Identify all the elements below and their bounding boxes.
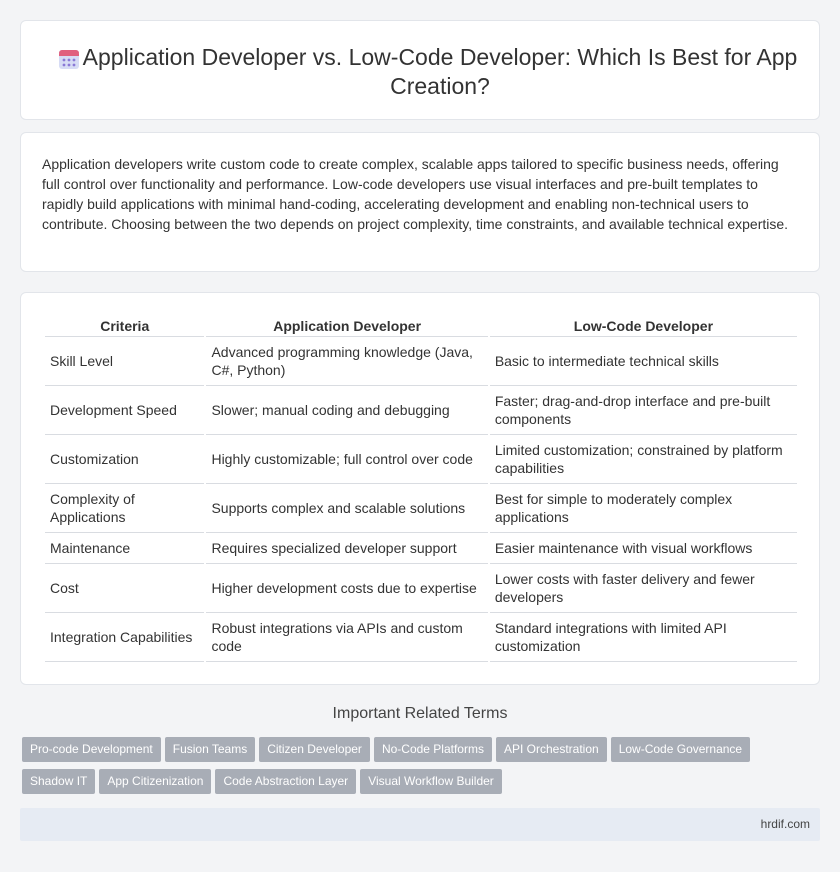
header-criteria: Criteria <box>45 311 204 337</box>
criteria-cell: Skill Level <box>45 337 204 386</box>
low-code-developer-cell: Faster; drag-and-drop interface and pre-built components <box>490 386 797 435</box>
comparison-card <box>20 292 820 685</box>
intro-paragraph: Application developers write custom code to create complex, scalable apps tailored to specific business needs, offering full control over functionality and performance. Low-code developers use visual interfaces and pre-built templates to rapidly build applications with minimal hand-coding, accelerating development and enabling non-technical users to contribute. Choosing between the two depends on project complexity, time constraints, and available technical expertise. <box>42 156 789 232</box>
title-card <box>20 20 820 120</box>
low-code-developer-cell: Lower costs with faster delivery and fewer developers <box>490 564 797 613</box>
application-developer-cell: Slower; manual coding and debugging <box>206 386 487 435</box>
low-code-developer-cell: Best for simple to moderately complex applications <box>490 484 797 533</box>
table-row <box>45 386 797 435</box>
tag-fusion-teams[interactable]: Fusion Teams <box>165 737 255 762</box>
application-developer-cell: Higher development costs due to expertise <box>206 564 487 613</box>
footer <box>20 808 820 841</box>
footer-site: hrdif.com <box>760 817 810 831</box>
application-developer-cell: Supports complex and scalable solutions <box>206 484 487 533</box>
tag-pro-code-development[interactable]: Pro-code Development <box>22 737 161 762</box>
low-code-developer-cell: Limited customization; constrained by platform capabilities <box>490 435 797 484</box>
tag-citizen-developer[interactable]: Citizen Developer <box>259 737 370 762</box>
application-developer-cell: Robust integrations via APIs and custom code <box>206 613 487 662</box>
application-developer-cell: Highly customizable; full control over code <box>206 435 487 484</box>
low-code-developer-cell: Standard integrations with limited API customization <box>490 613 797 662</box>
table-row <box>45 613 797 662</box>
low-code-developer-cell: Basic to intermediate technical skills <box>490 337 797 386</box>
table-row <box>45 337 797 386</box>
application-developer-cell: Advanced programming knowledge (Java, C#, Python) <box>206 337 487 386</box>
tag-visual-workflow-builder[interactable]: Visual Workflow Builder <box>360 769 502 794</box>
table-header-row <box>45 311 797 337</box>
table-row <box>45 533 797 564</box>
table-row <box>45 435 797 484</box>
header-application-developer: Application Developer <box>206 311 487 337</box>
criteria-cell: Development Speed <box>45 386 204 435</box>
related-terms-title: Important Related Terms <box>332 705 508 722</box>
comparison-table <box>43 311 799 662</box>
table-row <box>45 484 797 533</box>
intro-card <box>20 132 820 272</box>
table-row <box>45 564 797 613</box>
tag-low-code-governance[interactable]: Low-Code Governance <box>611 737 750 762</box>
tag-app-citizenization[interactable]: App Citizenization <box>99 769 211 794</box>
criteria-cell: Complexity of Applications <box>45 484 204 533</box>
tag-shadow-it[interactable]: Shadow IT <box>22 769 95 794</box>
application-developer-cell: Requires specialized developer support <box>206 533 487 564</box>
tag-code-abstraction-layer[interactable]: Code Abstraction Layer <box>215 769 356 794</box>
low-code-developer-cell: Easier maintenance with visual workflows <box>490 533 797 564</box>
criteria-cell: Cost <box>45 564 204 613</box>
header-low-code-developer: Low-Code Developer <box>490 311 797 337</box>
criteria-cell: Maintenance <box>45 533 204 564</box>
criteria-cell: Customization <box>45 435 204 484</box>
tag-api-orchestration[interactable]: API Orchestration <box>496 737 607 762</box>
criteria-cell: Integration Capabilities <box>45 613 204 662</box>
tag-no-code-platforms[interactable]: No-Code Platforms <box>374 737 492 762</box>
page-title: Application Developer vs. Low-Code Developer: Which Is Best for App Creation? <box>82 44 798 99</box>
related-terms-tags <box>22 737 802 801</box>
